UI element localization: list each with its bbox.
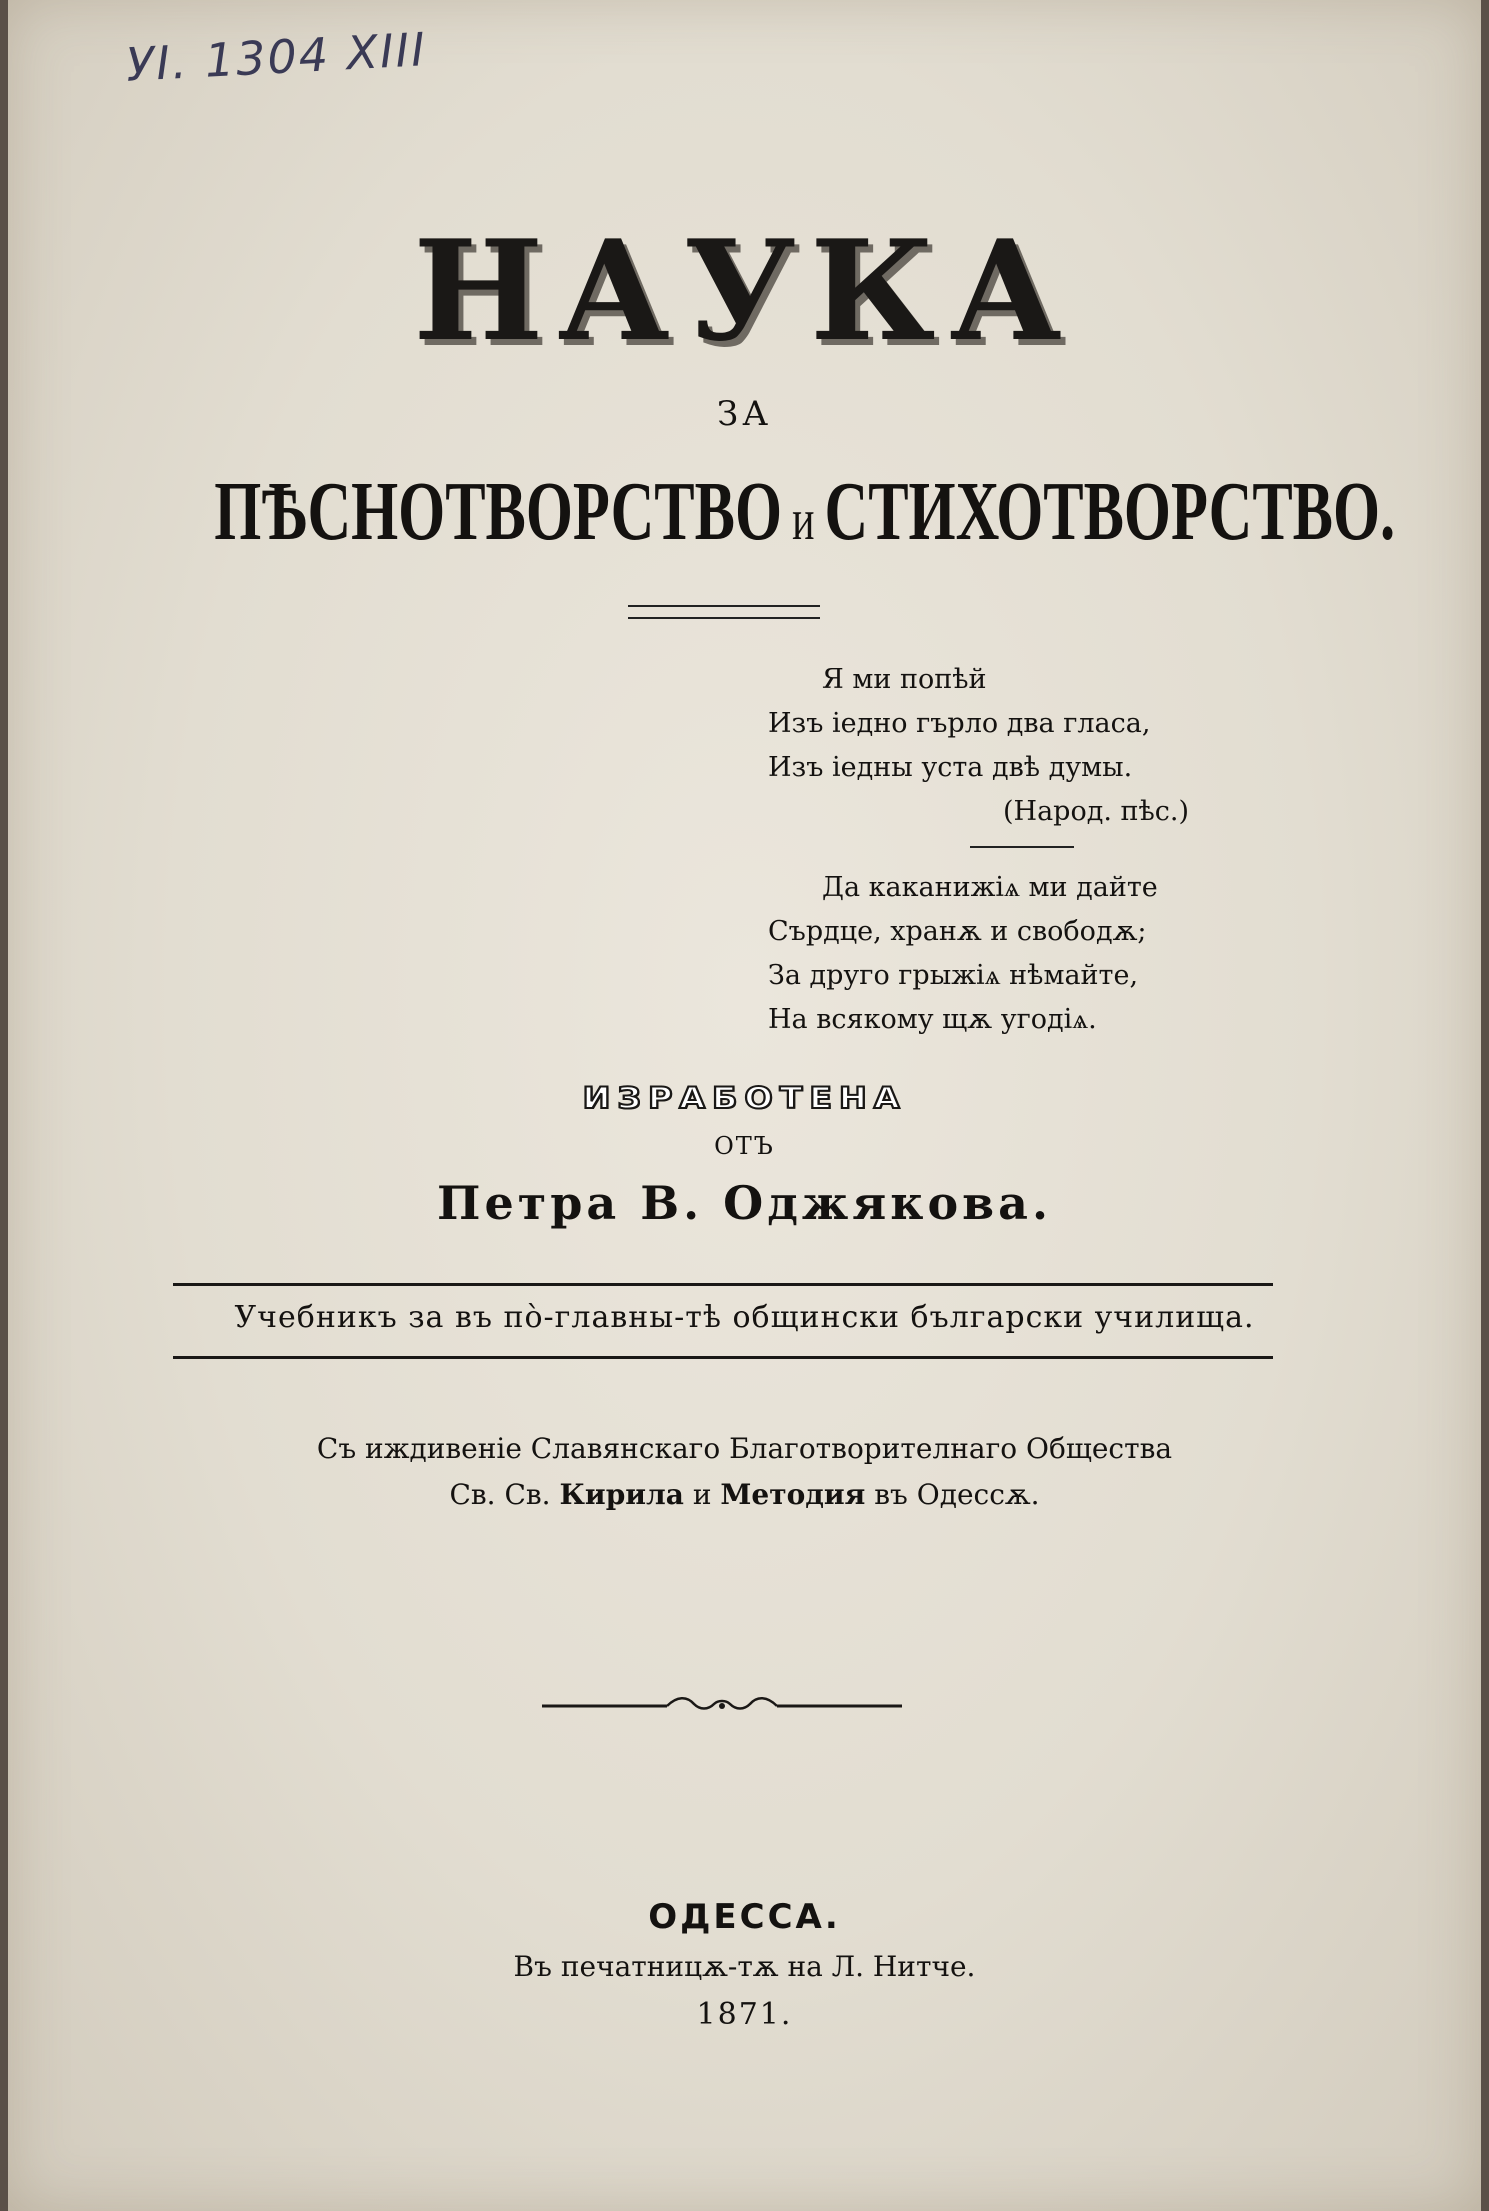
- epigraph-line: Изъ іедны уста двѣ думы.: [768, 752, 1133, 783]
- epigraph-line: За друго грыжіѧ нѣмайте,: [768, 960, 1139, 991]
- publisher-prefix: Св. Св.: [449, 1478, 551, 1511]
- publisher-saint-2: Методия: [720, 1478, 866, 1511]
- subtitle-and: и: [792, 487, 815, 552]
- imprint-year: 1871.: [696, 1997, 793, 2032]
- handwritten-shelfmark: УІ. 1304 XIII: [124, 22, 428, 92]
- epigraph-line: На всякому щѫ угодіѧ.: [768, 1004, 1097, 1035]
- publisher-saint-1: Кирила: [559, 1478, 684, 1511]
- rule-top: [173, 1283, 1273, 1286]
- epigraph-line: Изъ іедно гърло два гласа,: [768, 708, 1151, 739]
- publisher-block: [8, 1426, 1481, 1518]
- epigraph-source: (Народ. пѣс.): [1003, 796, 1190, 827]
- subtitle-part2: СТИХОТВОРСТВО.: [824, 465, 1396, 558]
- epigraph-divider: [970, 846, 1074, 848]
- epigraph-line: Я ми попѣй: [822, 664, 987, 695]
- ornament-divider: [542, 1694, 902, 1718]
- worked-by-label: ИЗРАБОТЕНА: [582, 1081, 907, 1115]
- publisher-line-2: [8, 1472, 1481, 1518]
- publisher-suffix: въ Одессѫ.: [874, 1478, 1040, 1511]
- title-page: [8, 0, 1481, 2211]
- from-label: ОТЪ: [714, 1132, 775, 1160]
- epigraph-2: [768, 866, 1238, 1042]
- title-connector: ЗА: [717, 394, 772, 434]
- double-rule-divider: [628, 605, 820, 619]
- epigraph-1: [768, 658, 1238, 834]
- book-subtitle: [214, 465, 1396, 558]
- book-title: НАУКА: [413, 209, 1076, 372]
- publisher-and: и: [692, 1478, 712, 1511]
- epigraph-line: Да каканижіѧ ми дайте: [822, 872, 1158, 903]
- subtitle-part1: ПѢСНОТВОРСТВО: [214, 465, 783, 558]
- imprint-press: Въ печатницѫ-тѫ на Л. Нитче.: [513, 1950, 976, 1983]
- author-name: Петра В. Оджякова.: [437, 1176, 1052, 1230]
- publisher-line-1: Съ иждивеніе Славянскаго Благотворителнаго Общества: [316, 1432, 1173, 1465]
- rule-bottom: [173, 1356, 1273, 1359]
- imprint-city: ОДЕССА.: [648, 1897, 841, 1937]
- textbook-note: Учебникъ за въ пò-главны-тѣ общински български училища.: [234, 1300, 1255, 1335]
- epigraph-line: Сърдце, хранѫ и свободѫ;: [768, 916, 1147, 947]
